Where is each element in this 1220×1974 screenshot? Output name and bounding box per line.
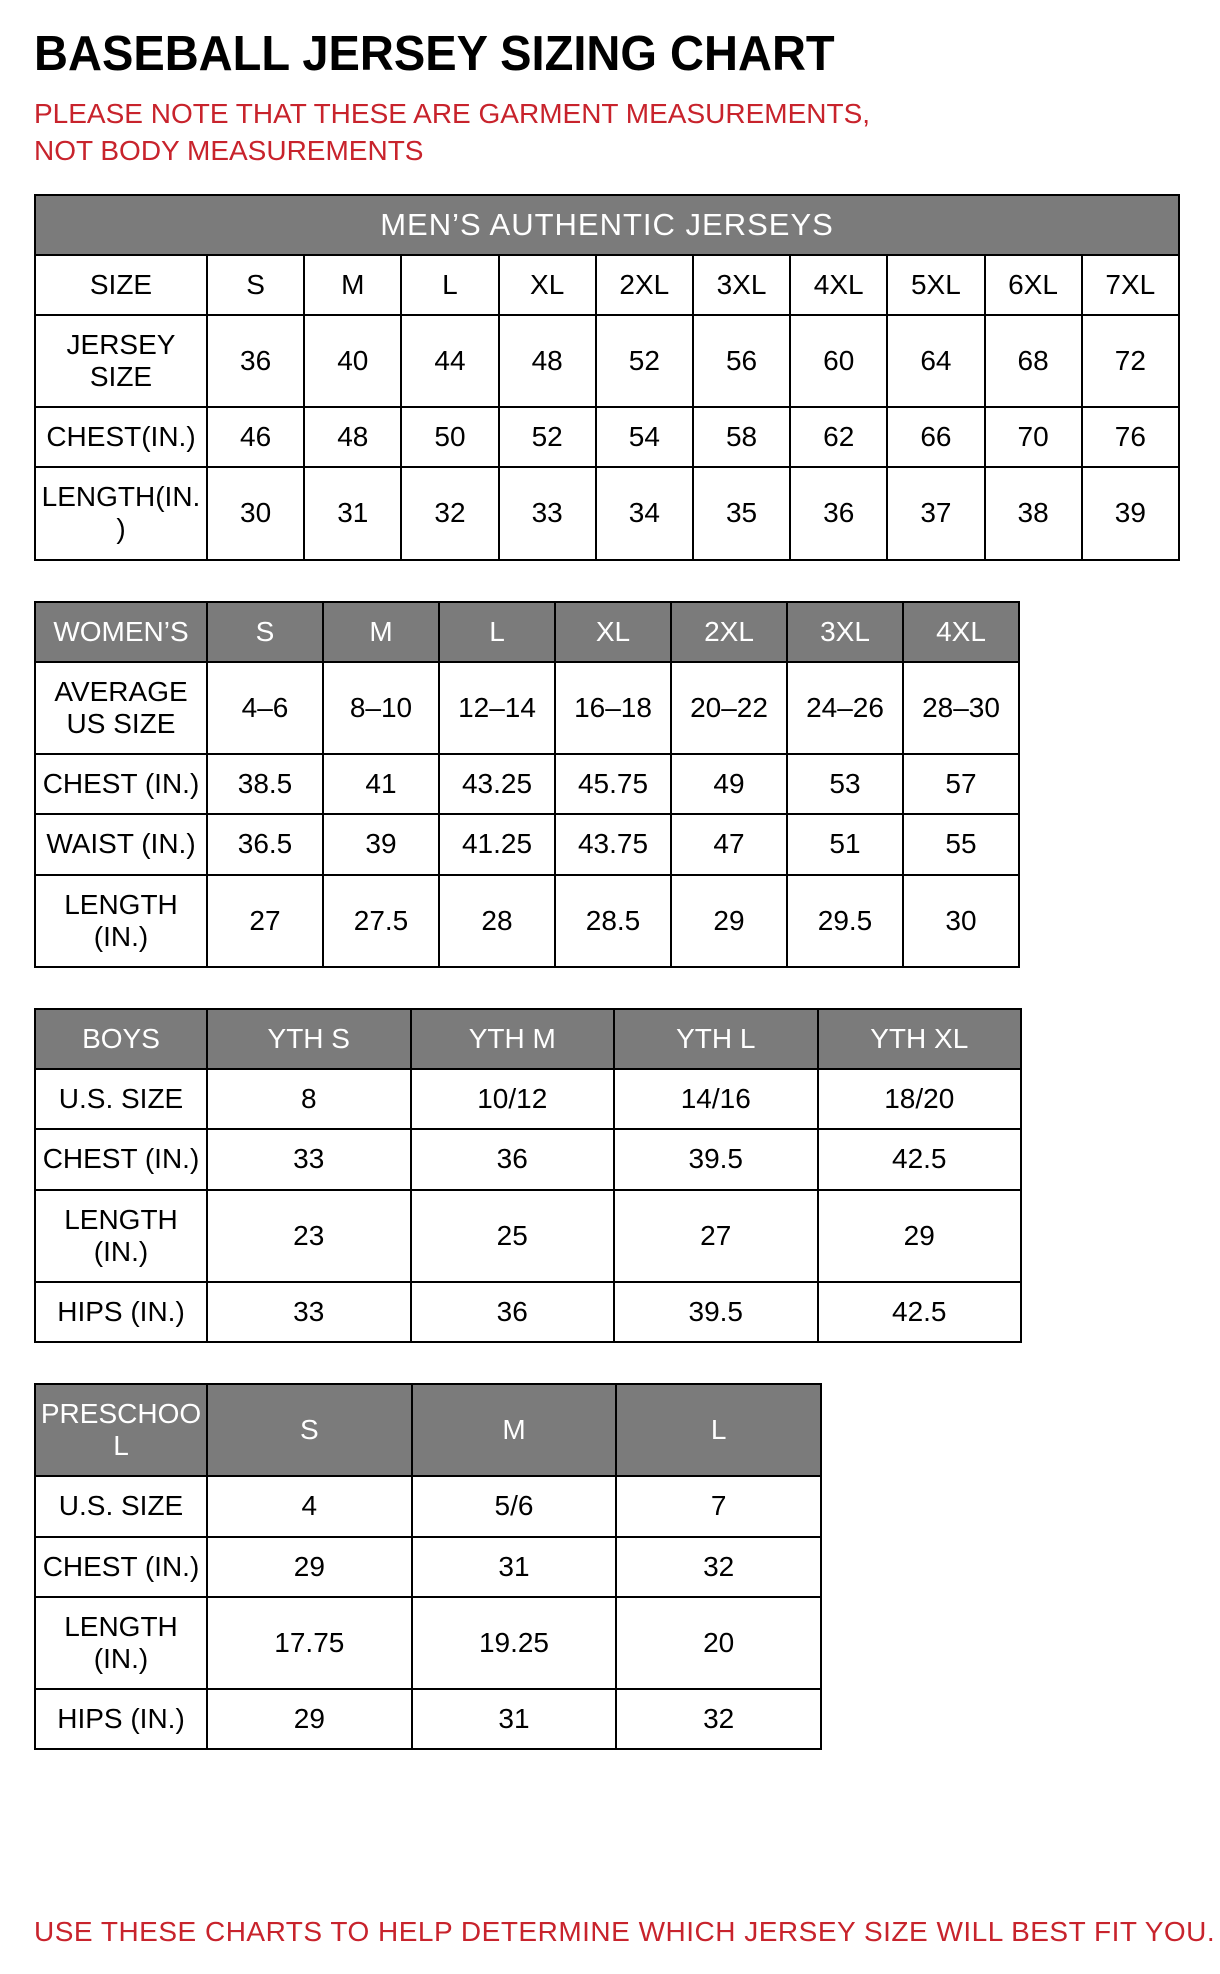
womens-cell: 30 — [903, 875, 1019, 967]
womens-cell: 47 — [671, 814, 787, 874]
preschool-row-label: CHEST (IN.) — [35, 1537, 207, 1597]
mens-col-header: 6XL — [985, 255, 1082, 315]
womens-row-label: AVERAGE US SIZE — [35, 662, 207, 754]
womens-cell: 43.75 — [555, 814, 671, 874]
boys-cell: 33 — [207, 1282, 411, 1342]
mens-row-label: LENGTH(IN.) — [35, 467, 207, 559]
mens-col-header: 7XL — [1082, 255, 1179, 315]
boys-cell: 25 — [411, 1190, 615, 1282]
preschool-cell: 5/6 — [412, 1476, 617, 1536]
boys-cell: 42.5 — [818, 1129, 1022, 1189]
mens-col-header: 2XL — [596, 255, 693, 315]
preschool-table-row — [35, 1597, 821, 1689]
mens-cell: 33 — [499, 467, 596, 559]
womens-cell: 53 — [787, 754, 903, 814]
boys-table-row — [35, 1129, 1021, 1189]
mens-cell: 39 — [1082, 467, 1179, 559]
mens-size-table — [34, 194, 1180, 561]
boys-table-row — [35, 1069, 1021, 1129]
boys-row-label: HIPS (IN.) — [35, 1282, 207, 1342]
womens-cell: 12–14 — [439, 662, 555, 754]
preschool-row-label: LENGTH (IN.) — [35, 1597, 207, 1689]
womens-cell: 41.25 — [439, 814, 555, 874]
preschool-cell: 19.25 — [412, 1597, 617, 1689]
boys-col-header: YTH M — [411, 1009, 615, 1069]
preschool-col-header: S — [207, 1384, 412, 1476]
mens-cell: 30 — [207, 467, 304, 559]
boys-col-header: YTH XL — [818, 1009, 1022, 1069]
mens-cell: 76 — [1082, 407, 1179, 467]
womens-header-label: WOMEN’S — [35, 602, 207, 662]
mens-cell: 40 — [304, 315, 401, 407]
womens-size-table — [34, 601, 1020, 968]
preschool-header-label: PRESCHOOL — [35, 1384, 207, 1476]
womens-table-row — [35, 754, 1019, 814]
mens-col-header: 5XL — [887, 255, 984, 315]
preschool-col-header: L — [616, 1384, 821, 1476]
preschool-cell: 4 — [207, 1476, 412, 1536]
mens-col-header: 3XL — [693, 255, 790, 315]
preschool-cell: 31 — [412, 1689, 617, 1749]
mens-header-label: SIZE — [35, 255, 207, 315]
womens-col-header: L — [439, 602, 555, 662]
boys-col-header: YTH L — [614, 1009, 818, 1069]
mens-cell: 50 — [401, 407, 498, 467]
mens-cell: 32 — [401, 467, 498, 559]
mens-cell: 38 — [985, 467, 1082, 559]
womens-cell: 45.75 — [555, 754, 671, 814]
mens-table-row — [35, 315, 1179, 407]
boys-col-header: YTH S — [207, 1009, 411, 1069]
boys-size-table — [34, 1008, 1022, 1343]
womens-col-header: 4XL — [903, 602, 1019, 662]
womens-cell: 55 — [903, 814, 1019, 874]
womens-cell: 16–18 — [555, 662, 671, 754]
preschool-header-row — [35, 1384, 821, 1476]
mens-cell: 56 — [693, 315, 790, 407]
preschool-row-label: U.S. SIZE — [35, 1476, 207, 1536]
mens-cell: 48 — [304, 407, 401, 467]
womens-cell: 27.5 — [323, 875, 439, 967]
mens-cell: 52 — [596, 315, 693, 407]
womens-cell: 8–10 — [323, 662, 439, 754]
womens-cell: 28 — [439, 875, 555, 967]
boys-cell: 27 — [614, 1190, 818, 1282]
womens-cell: 20–22 — [671, 662, 787, 754]
size-tables-container — [34, 194, 1186, 1791]
womens-cell: 24–26 — [787, 662, 903, 754]
preschool-cell: 17.75 — [207, 1597, 412, 1689]
mens-col-header: XL — [499, 255, 596, 315]
womens-row-label: LENGTH (IN.) — [35, 875, 207, 967]
mens-cell: 58 — [693, 407, 790, 467]
boys-cell: 29 — [818, 1190, 1022, 1282]
womens-cell: 29 — [671, 875, 787, 967]
mens-cell: 60 — [790, 315, 887, 407]
boys-cell: 14/16 — [614, 1069, 818, 1129]
preschool-cell: 7 — [616, 1476, 821, 1536]
boys-cell: 23 — [207, 1190, 411, 1282]
mens-header-row — [35, 255, 1179, 315]
mens-cell: 64 — [887, 315, 984, 407]
mens-col-header: L — [401, 255, 498, 315]
mens-cell: 31 — [304, 467, 401, 559]
boys-table-row — [35, 1282, 1021, 1342]
boys-cell: 36 — [411, 1129, 615, 1189]
womens-cell: 28–30 — [903, 662, 1019, 754]
boys-cell: 39.5 — [614, 1129, 818, 1189]
womens-col-header: M — [323, 602, 439, 662]
mens-table-row — [35, 407, 1179, 467]
mens-cell: 36 — [790, 467, 887, 559]
womens-table-row — [35, 875, 1019, 967]
mens-table-row — [35, 467, 1179, 559]
preschool-cell: 20 — [616, 1597, 821, 1689]
boys-cell: 33 — [207, 1129, 411, 1189]
boys-header-label: BOYS — [35, 1009, 207, 1069]
womens-header-row — [35, 602, 1019, 662]
mens-cell: 34 — [596, 467, 693, 559]
mens-cell: 37 — [887, 467, 984, 559]
womens-cell: 41 — [323, 754, 439, 814]
mens-col-header: S — [207, 255, 304, 315]
preschool-cell: 29 — [207, 1689, 412, 1749]
mens-cell: 70 — [985, 407, 1082, 467]
mens-row-label: JERSEY SIZE — [35, 315, 207, 407]
preschool-row-label: HIPS (IN.) — [35, 1689, 207, 1749]
womens-cell: 43.25 — [439, 754, 555, 814]
boys-cell: 42.5 — [818, 1282, 1022, 1342]
womens-col-header: 3XL — [787, 602, 903, 662]
womens-col-header: S — [207, 602, 323, 662]
preschool-table-row — [35, 1476, 821, 1536]
womens-table-row — [35, 814, 1019, 874]
garment-measurement-note: PLEASE NOTE THAT THESE ARE GARMENT MEASUREMENTS, NOT BODY MEASUREMENTS — [34, 98, 871, 166]
preschool-cell: 32 — [616, 1537, 821, 1597]
womens-cell: 49 — [671, 754, 787, 814]
mens-col-header: 4XL — [790, 255, 887, 315]
page-title: BASEBALL JERSEY SIZING CHART — [34, 27, 835, 81]
womens-cell: 29.5 — [787, 875, 903, 967]
mens-cell: 68 — [985, 315, 1082, 407]
mens-cell: 62 — [790, 407, 887, 467]
preschool-table-row — [35, 1537, 821, 1597]
mens-row-label: CHEST(IN.) — [35, 407, 207, 467]
mens-table-title-row — [35, 195, 1179, 255]
mens-cell: 72 — [1082, 315, 1179, 407]
womens-row-label: WAIST (IN.) — [35, 814, 207, 874]
boys-cell: 36 — [411, 1282, 615, 1342]
womens-col-header: XL — [555, 602, 671, 662]
boys-header-row — [35, 1009, 1021, 1069]
mens-cell: 35 — [693, 467, 790, 559]
mens-cell: 46 — [207, 407, 304, 467]
mens-col-header: M — [304, 255, 401, 315]
preschool-cell: 32 — [616, 1689, 821, 1749]
womens-cell: 39 — [323, 814, 439, 874]
mens-cell: 36 — [207, 315, 304, 407]
womens-cell: 28.5 — [555, 875, 671, 967]
footer-note: USE THESE CHARTS TO HELP DETERMINE WHICH JERSEY SIZE WILL BEST FIT YOU. — [34, 1916, 1216, 1947]
mens-cell: 54 — [596, 407, 693, 467]
boys-row-label: CHEST (IN.) — [35, 1129, 207, 1189]
womens-cell: 4–6 — [207, 662, 323, 754]
womens-cell: 36.5 — [207, 814, 323, 874]
womens-cell: 38.5 — [207, 754, 323, 814]
boys-cell: 18/20 — [818, 1069, 1022, 1129]
preschool-cell: 31 — [412, 1537, 617, 1597]
preschool-table-row — [35, 1689, 821, 1749]
boys-cell: 10/12 — [411, 1069, 615, 1129]
womens-row-label: CHEST (IN.) — [35, 754, 207, 814]
womens-cell: 51 — [787, 814, 903, 874]
womens-col-header: 2XL — [671, 602, 787, 662]
boys-cell: 39.5 — [614, 1282, 818, 1342]
preschool-size-table — [34, 1383, 822, 1750]
womens-table-row — [35, 662, 1019, 754]
womens-cell: 27 — [207, 875, 323, 967]
boys-row-label: LENGTH (IN.) — [35, 1190, 207, 1282]
boys-row-label: U.S. SIZE — [35, 1069, 207, 1129]
boys-cell: 8 — [207, 1069, 411, 1129]
boys-table-row — [35, 1190, 1021, 1282]
mens-cell: 44 — [401, 315, 498, 407]
preschool-cell: 29 — [207, 1537, 412, 1597]
preschool-col-header: M — [412, 1384, 617, 1476]
mens-cell: 52 — [499, 407, 596, 467]
mens-cell: 66 — [887, 407, 984, 467]
mens-cell: 48 — [499, 315, 596, 407]
womens-cell: 57 — [903, 754, 1019, 814]
mens-table-title: MEN’S AUTHENTIC JERSEYS — [35, 195, 1179, 255]
